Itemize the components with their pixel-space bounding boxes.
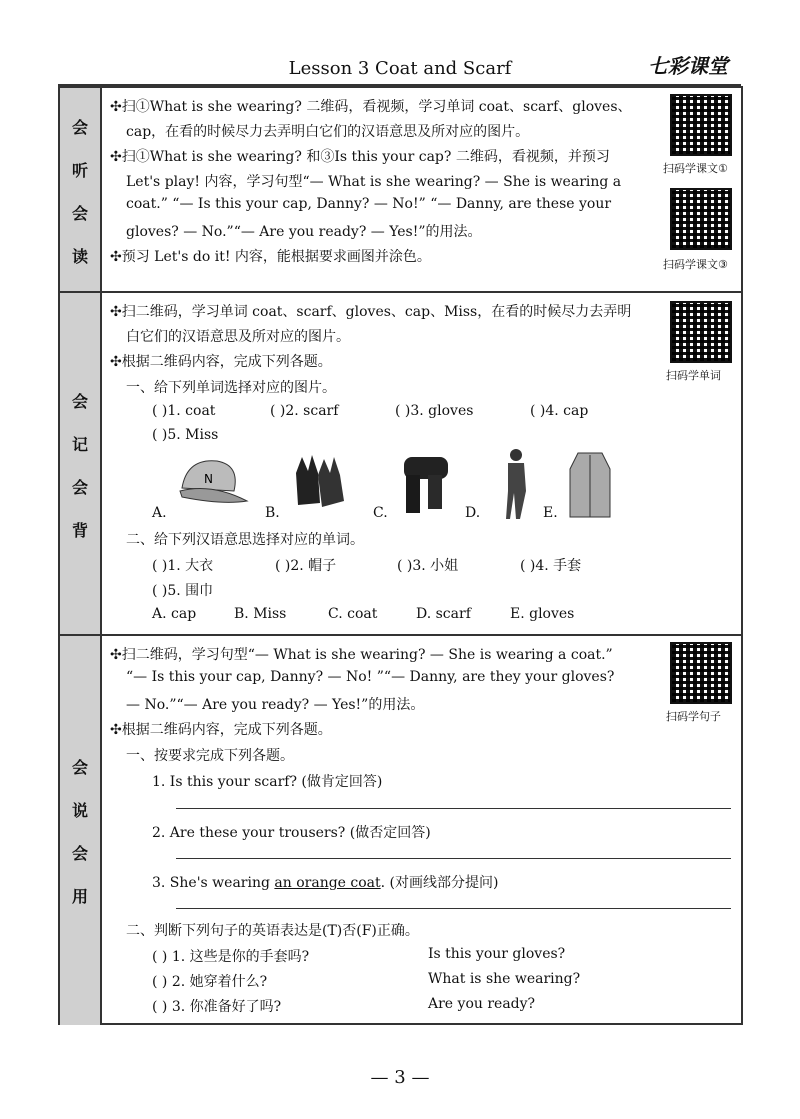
instruction-line: ✣扫二维码，学习句型“— What is she wearing? — She is wearing a coat.” (110, 647, 613, 663)
instruction-line: ✣扫①What is she wearing? 和③Is this your cap? 二维码，看视频，并预习 (110, 149, 610, 165)
instruction-line: ✣根据二维码内容，完成下列各题。 (110, 354, 332, 370)
question-title: 一、按要求完成下列各题。 (126, 748, 294, 764)
worksheet-table (58, 86, 743, 1025)
option: B. Miss (234, 606, 287, 622)
picture-label: A. (152, 505, 167, 521)
scarf-picture (398, 453, 458, 517)
instruction-line: ✣根据二维码内容，完成下列各题。 (110, 722, 332, 738)
page-title: Lesson 3 Coat and Scarf (288, 58, 512, 79)
qr-caption: 扫码学句子 (666, 710, 721, 723)
match-item[interactable]: ( )4. cap (530, 403, 589, 419)
picture-label: E. (543, 505, 558, 521)
gloves-picture (288, 453, 352, 513)
section-remember-recite (60, 291, 741, 636)
tf-item-en: What is she wearing? (428, 971, 581, 987)
instruction-line: ✣扫①What is she wearing? 二维码，看视频，学习单词 coat、scarf、gloves、 (110, 99, 632, 115)
section-label: 会 记 会 背 (60, 293, 102, 636)
section-label: 会 听 会 读 (60, 88, 102, 293)
picture-label: B. (265, 505, 280, 521)
question-title: 一、给下列单词选择对应的图片。 (126, 380, 336, 396)
qr-caption: 扫码学课文① (663, 162, 728, 175)
option: A. cap (152, 606, 197, 622)
match-item[interactable]: ( )5. Miss (152, 427, 219, 443)
question-item: 1. Is this your scarf? (做肯定回答) (152, 774, 383, 790)
instruction-line: ✣扫二维码，学习单词 coat、scarf、gloves、cap、Miss，在看的时候尽力去弄明 (110, 304, 632, 320)
answer-line[interactable] (176, 808, 731, 809)
instruction-line: coat.” “— Is this your cap, Danny? — No!” “— Danny, are these your (126, 196, 612, 212)
tf-item-cn[interactable]: ( ) 1. 这些是你的手套吗? (152, 949, 310, 965)
miss-picture (496, 447, 536, 521)
section-listen-read (60, 86, 741, 293)
coat-picture (568, 449, 612, 519)
question-item: 2. Are these your trousers? (做否定回答) (152, 825, 431, 841)
section-speak-use (60, 634, 741, 1025)
svg-text:N: N (204, 472, 213, 486)
match-item[interactable]: ( )1. coat (152, 403, 216, 419)
match-item[interactable]: ( )2. scarf (270, 403, 339, 419)
qr-code-icon[interactable] (670, 301, 732, 363)
question-title: 二、给下列汉语意思选择对应的单词。 (126, 532, 364, 548)
question-item: 3. She's wearing an orange coat. (对画线部分提问) (152, 875, 499, 891)
instruction-line: “— Is this your cap, Danny? — No! ”“— Danny, are they your gloves? (126, 669, 615, 685)
page-number: — 3 — (370, 1067, 430, 1088)
option: D. scarf (416, 606, 471, 622)
instruction-line: gloves? — No.”“— Are you ready? — Yes!”的用法。 (126, 224, 482, 240)
tf-item-en: Is this your gloves? (428, 946, 566, 962)
picture-label: D. (465, 505, 481, 521)
match-item[interactable]: ( )1. 大衣 (152, 558, 214, 574)
qr-caption: 扫码学课文③ (663, 258, 728, 271)
answer-line[interactable] (176, 908, 731, 909)
match-item[interactable]: ( )3. gloves (395, 403, 474, 419)
qr-code-icon[interactable] (670, 188, 732, 250)
qr-caption: 扫码学单词 (666, 369, 721, 382)
question-title: 二、判断下列句子的英语表达是(T)否(F)正确。 (126, 923, 419, 939)
option: E. gloves (510, 606, 575, 622)
brand-logo: 七彩课堂 (648, 54, 728, 78)
instruction-line: ✣预习 Let's do it! 内容，能根据要求画图并涂色。 (110, 249, 431, 265)
match-item[interactable]: ( )3. 小姐 (397, 558, 459, 574)
tf-item-en: Are you ready? (428, 996, 536, 1012)
qr-code-icon[interactable] (670, 642, 732, 704)
instruction-line: 白它们的汉语意思及所对应的图片。 (126, 329, 350, 345)
instruction-line: cap，在看的时候尽力去弄明白它们的汉语意思及所对应的图片。 (126, 124, 530, 140)
tf-item-cn[interactable]: ( ) 3. 你准备好了吗? (152, 999, 282, 1015)
instruction-line: Let's play! 内容，学习句型“— What is she wearing? — She is wearing a (126, 174, 622, 190)
answer-line[interactable] (176, 858, 731, 859)
match-item[interactable]: ( )5. 围巾 (152, 583, 214, 599)
section-label: 会 说 会 用 (60, 636, 102, 1025)
option: C. coat (328, 606, 378, 622)
qr-code-icon[interactable] (670, 94, 732, 156)
picture-label: C. (373, 505, 388, 521)
cap-picture (172, 453, 252, 513)
match-item[interactable]: ( )2. 帽子 (275, 558, 337, 574)
tf-item-cn[interactable]: ( ) 2. 她穿着什么? (152, 974, 268, 990)
match-item[interactable]: ( )4. 手套 (520, 558, 582, 574)
instruction-line: — No.”“— Are you ready? — Yes!”的用法。 (126, 697, 425, 713)
